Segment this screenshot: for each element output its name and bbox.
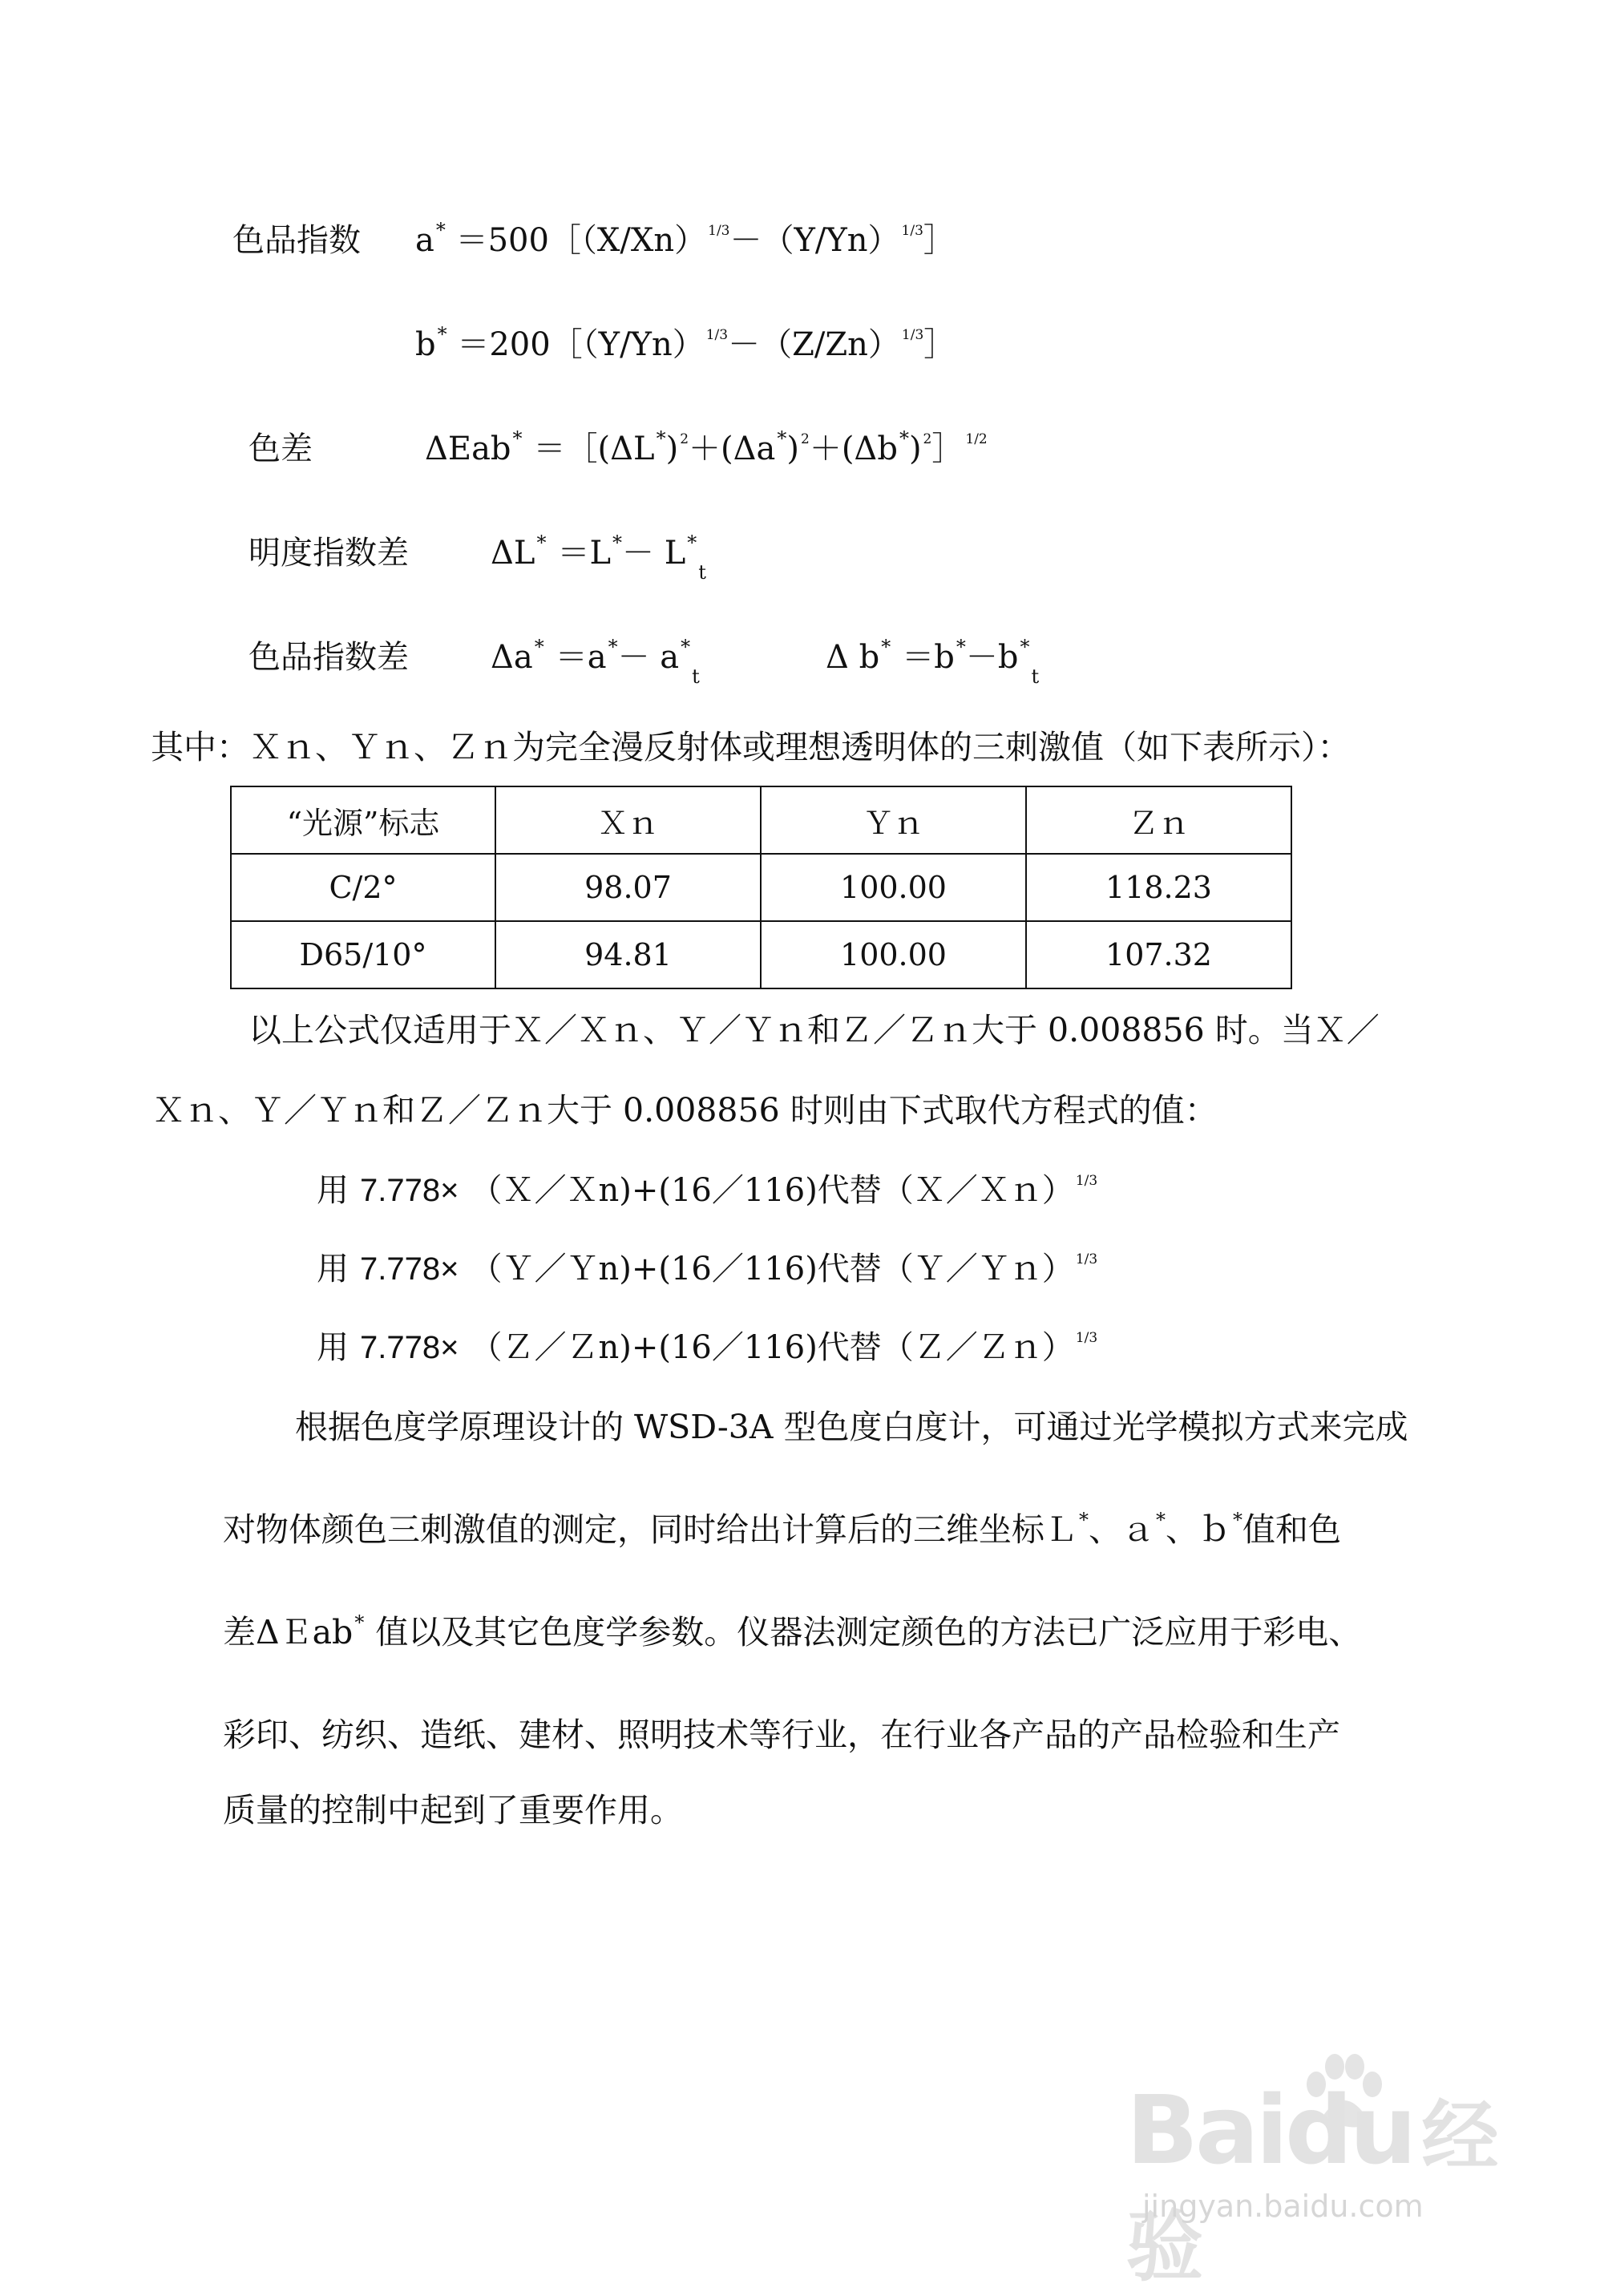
delta-e-formula: ΔEab* ＝［(ΔL*) $^2$＋(Δa*) $^2$＋(Δb*) $^2$］ $^{1/2}$ (425, 427, 988, 467)
paragraph-line-3: 差ΔＥab* 值以及其它色度学参数。仪器法测定颜色的方法已广泛应用于彩电、 (223, 1611, 1362, 1651)
header-zn: Ｚｎ (1026, 786, 1291, 854)
table-cell: C/2° (231, 854, 495, 921)
delta-l-formula: $\Delta L^* =L^*- L^*_t$ (491, 532, 706, 584)
table-cell: 100.00 (761, 921, 1026, 988)
watermark-url: jingyan.baidu.com (1142, 2189, 1424, 2224)
baidu-watermark (1126, 2052, 1543, 2292)
color-difference-label: 色差 (248, 430, 313, 467)
table-cell: 118.23 (1026, 854, 1291, 921)
delta-a-formula: $\Delta a^* =a^*- a^*_t$ (491, 636, 700, 688)
table-row (231, 854, 1291, 921)
header-illuminant: “光源”标志 (231, 786, 495, 854)
watermark-brand: Baidu 经验 (1126, 2075, 1496, 2292)
note-line-2: Ｘｎ、Ｙ／Ｙｎ和Ｚ／Ｚｎ大于 0.008856 时则由下式取代方程式的值： (152, 1091, 1218, 1130)
paragraph-line-5: 质量的控制中起到了重要作用。 (223, 1791, 683, 1829)
table-header-row (231, 786, 1291, 854)
substitution-x: 用 7.778× （Ｘ／Ｘn)+(16／116)代替（Ｘ／Ｘｎ） $^{1/3}$ (317, 1172, 1098, 1209)
table-cell: D65/10° (231, 921, 495, 988)
table-cell: 100.00 (761, 854, 1026, 921)
note-line-1: 以上公式仅适用于Ｘ／Ｘｎ、Ｙ／Ｙｎ和Ｚ／Ｚｎ大于 0.008856 时。当Ｘ／ (248, 1011, 1380, 1049)
paragraph-line-2: 对物体颜色三刺激值的测定，同时给出计算后的三维坐标Ｌ*、ａ*、ｂ*值和色 (223, 1509, 1341, 1549)
header-xn: Ｘｎ (495, 786, 761, 854)
paragraph-line-1: 根据色度学原理设计的 WSD-3A 型色度白度计，可通过光学模拟方式来完成 (295, 1408, 1408, 1446)
substitution-z: 用 7.778× （Ｚ／Ｚn)+(16／116)代替（Ｚ／Ｚｎ） $^{1/3}$ (317, 1329, 1098, 1366)
header-yn: Ｙｎ (761, 786, 1026, 854)
chroma-index-label: 色品指数 (232, 222, 361, 259)
a-star-formula: a* ＝500［（X/Xn） $^{1/3}$－（Y/Yn） $^{1/3}$］ (415, 219, 956, 259)
delta-b-formula: Δ $b^* =b^*-b^*_t$ (826, 636, 1040, 688)
table-cell: 107.32 (1026, 921, 1291, 988)
lightness-diff-label: 明度指数差 (248, 535, 409, 572)
table-cell: 94.81 (495, 921, 761, 988)
table-row (231, 921, 1291, 988)
substitution-y: 用 7.778× （Ｙ／Ｙn)+(16／116)代替（Ｙ／Ｙｎ） $^{1/3}$ (317, 1251, 1098, 1287)
chroma-diff-label: 色品指数差 (248, 639, 409, 676)
paragraph-line-4: 彩印、纺织、造纸、建材、照明技术等行业，在行业各产品的产品检验和生产 (223, 1716, 1340, 1754)
b-star-formula: b* ＝200［（Y/Yn） $^{1/3}$－（Z/Zn） $^{1/3}$］ (415, 323, 956, 363)
intro-text: 其中：Ｘｎ、Ｙｎ、Ｚｎ为完全漫反射体或理想透明体的三刺激值（如下表所示）： (151, 728, 1351, 766)
table-cell: 98.07 (495, 854, 761, 921)
tristimulus-table (230, 786, 1292, 989)
